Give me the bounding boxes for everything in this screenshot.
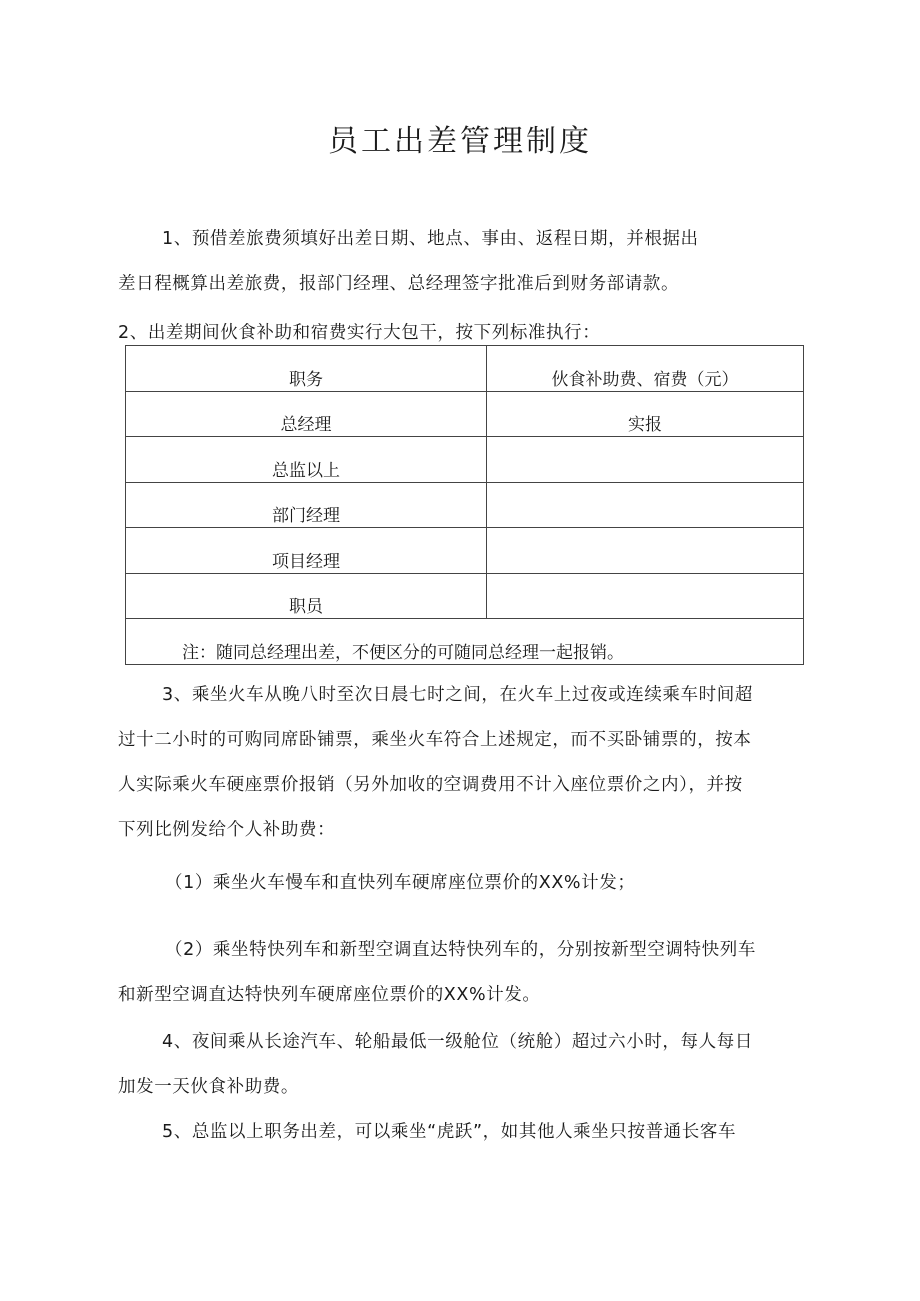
table-cell: 总监以上 — [126, 437, 487, 483]
table-cell: 总经理 — [126, 391, 487, 437]
table-row — [126, 528, 804, 574]
paragraph-3-line-2: 过十二小时的可购同席卧铺票，乘坐火车符合上述规定，而不买卧铺票的，按本 — [118, 730, 752, 750]
document-title: 员工出差管理制度 — [328, 124, 592, 159]
paragraph-4-line-1: 4、夜间乘从长途汽车、轮船最低一级舱位（统舱）超过六小时，每人每日 — [162, 1032, 753, 1052]
table-cell: 部门经理 — [126, 482, 487, 528]
paragraph-3-item-2-line-2: 和新型空调直达特快列车硬席座位票价的XX%计发。 — [118, 985, 541, 1005]
table-header-cell: 职务 — [126, 346, 487, 392]
paragraph-3-item-2-line-1: （2）乘坐特快列车和新型空调直达特快列车的，分别按新型空调特快列车 — [165, 940, 756, 960]
table-row — [126, 482, 804, 528]
table-row — [126, 573, 804, 619]
paragraph-5-line-1: 5、总监以上职务出差，可以乘坐“虎跃”，如其他人乘坐只按普通长客车 — [162, 1122, 737, 1142]
paragraph-4-line-2: 加发一天伙食补助费。 — [118, 1077, 299, 1097]
table-cell: 项目经理 — [126, 528, 487, 574]
table-row — [126, 437, 804, 483]
table-row — [126, 391, 804, 437]
table-cell — [487, 437, 804, 483]
paragraph-1-line-2: 差日程概算出差旅费，报部门经理、总经理签字批准后到财务部请款。 — [118, 274, 680, 294]
table-header-cell: 伙食补助费、宿费（元） — [487, 346, 804, 392]
allowance-standard-table — [125, 345, 804, 665]
paragraph-3-line-4: 下列比例发给个人补助费： — [118, 820, 336, 840]
table-cell: 职员 — [126, 573, 487, 619]
table-cell — [487, 573, 804, 619]
paragraph-3-line-3: 人实际乘火车硬座票价报销（另外加收的空调费用不计入座位票价之内），并按 — [118, 775, 743, 795]
paragraph-1-line-1: 1、预借差旅费须填好出差日期、地点、事由、返程日期，并根据出 — [162, 229, 699, 249]
table-cell — [487, 482, 804, 528]
paragraph-3-line-1: 3、乘坐火车从晚八时至次日晨七时之间，在火车上过夜或连续乘车时间超 — [162, 685, 753, 705]
table-header-row — [126, 346, 804, 392]
table-cell: 实报 — [487, 391, 804, 437]
table-note-row — [126, 619, 804, 665]
paragraph-2-intro: 2、出差期间伙食补助和宿费实行大包干，按下列标准执行： — [118, 323, 601, 343]
table-note: 注：随同总经理出差，不便区分的可随同总经理一起报销。 — [126, 619, 804, 665]
table-cell — [487, 528, 804, 574]
paragraph-3-item-1: （1）乘坐火车慢车和直快列车硬席座位票价的XX%计发； — [165, 873, 636, 893]
